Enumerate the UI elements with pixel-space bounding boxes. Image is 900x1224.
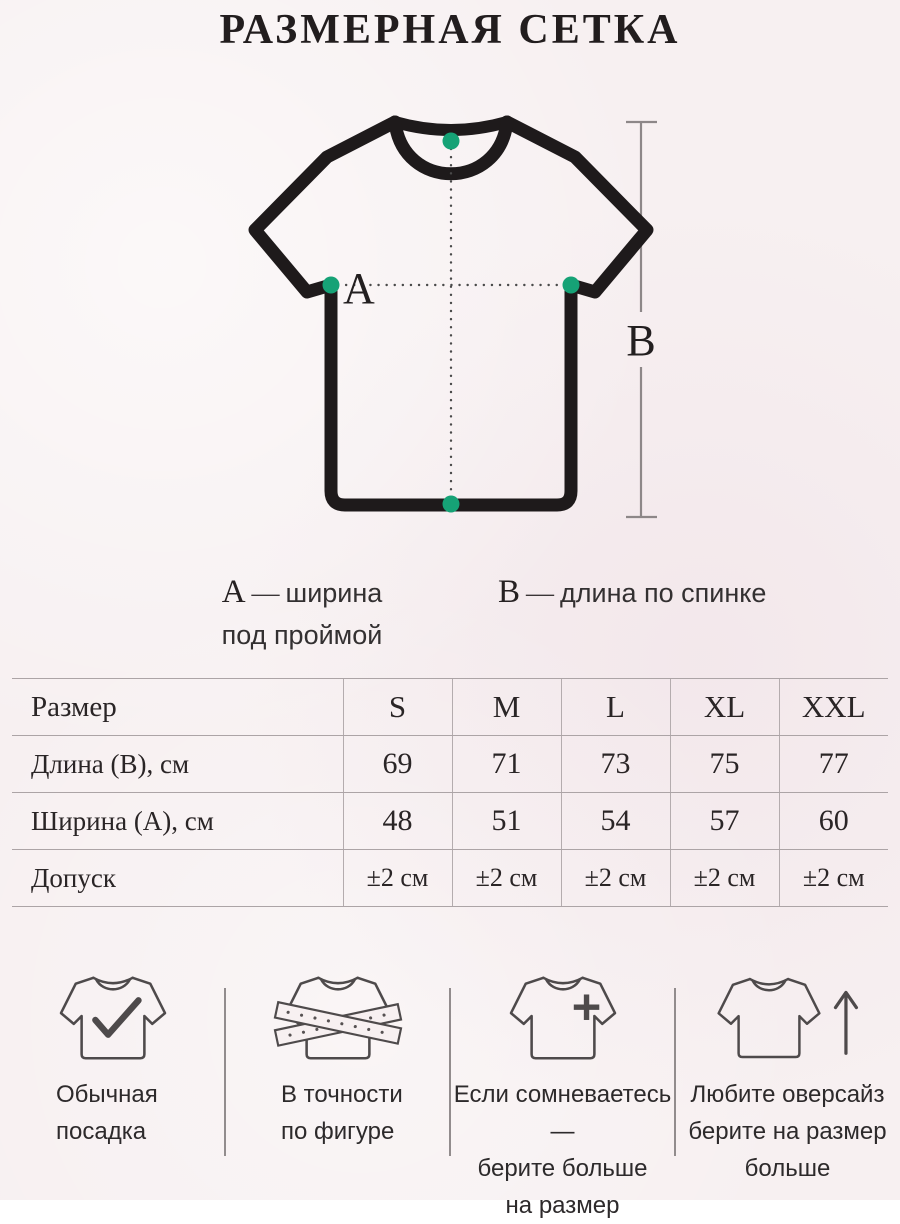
fit-option-take-bigger xyxy=(450,958,675,1219)
tshirt-arrow-up-icon xyxy=(712,968,864,1070)
fit-option-oversize xyxy=(675,958,900,1200)
table-cell: ±2 см xyxy=(452,850,561,907)
fit-caption-line: больше xyxy=(744,1155,831,1182)
table-header-cell: S xyxy=(343,679,452,736)
table-row-length xyxy=(12,736,888,793)
legend-letter-a: А xyxy=(221,574,246,610)
page-title: РАЗМЕРНАЯ СЕТКА xyxy=(219,7,681,53)
tshirt-diagram-icon xyxy=(230,105,670,535)
table-cell: 73 xyxy=(561,736,670,793)
fit-caption-line: Любите оверсайз xyxy=(690,1081,885,1108)
table-cell: 60 xyxy=(779,793,888,850)
table-row-width xyxy=(12,793,888,850)
table-header-row xyxy=(12,679,888,736)
table-cell: ±2 см xyxy=(670,850,779,907)
dotted-measure-lines xyxy=(338,149,564,499)
tshirt-plus-icon xyxy=(504,968,622,1070)
legend-text-b: длина по спинке xyxy=(560,578,767,608)
legend-text-a-line2: под проймой xyxy=(221,620,383,650)
fit-caption xyxy=(675,1076,900,1187)
checkmark-icon xyxy=(95,1000,138,1034)
tshirt-measurement-diagram xyxy=(230,105,670,535)
table-cell: ±2 см xyxy=(779,850,888,907)
diagram-label-a: А xyxy=(343,264,375,313)
fit-caption-line: Обычная xyxy=(56,1081,158,1108)
tshirt-tape-icon xyxy=(273,968,403,1070)
fit-caption xyxy=(450,1076,675,1224)
table-cell: 54 xyxy=(561,793,670,850)
table-row-tolerance xyxy=(12,850,888,907)
table-header-cell: M xyxy=(452,679,561,736)
table-header-cell: XXL xyxy=(779,679,888,736)
table-row-label: Длина (В), см xyxy=(12,736,343,793)
table-header-cell: L xyxy=(561,679,670,736)
fit-option-regular xyxy=(0,958,225,1200)
fit-guide-divider xyxy=(674,988,676,1156)
table-cell: 48 xyxy=(343,793,452,850)
fit-option-true-to-figure xyxy=(225,958,450,1200)
legend-length-b xyxy=(498,574,766,611)
table-header-cell: Размер xyxy=(12,679,343,736)
table-cell: 75 xyxy=(670,736,779,793)
fit-caption xyxy=(0,1076,225,1150)
legend-width-a xyxy=(188,574,416,651)
table-cell: ±2 см xyxy=(561,850,670,907)
size-table xyxy=(12,678,888,907)
table-cell: 69 xyxy=(343,736,452,793)
fit-caption-line: берите больше xyxy=(477,1155,648,1182)
table-cell: 51 xyxy=(452,793,561,850)
collar-back-line xyxy=(395,122,507,130)
fit-guide-divider xyxy=(449,988,451,1156)
fit-caption-line: Если сомневаетесь — xyxy=(453,1081,672,1145)
table-row-label: Ширина (А), см xyxy=(12,793,343,850)
table-row-label: Допуск xyxy=(12,850,343,907)
table-cell: 77 xyxy=(779,736,888,793)
diagram-label-b: В xyxy=(626,316,656,365)
table-cell: 57 xyxy=(670,793,779,850)
fit-caption-line: по фигуре xyxy=(281,1118,395,1145)
legend-dash: — xyxy=(526,578,555,609)
tshirt-check-icon xyxy=(54,968,172,1070)
legend-text-a: ширина xyxy=(285,578,383,608)
fit-caption xyxy=(225,1076,450,1150)
legend-letter-b: В xyxy=(498,574,521,610)
fit-guide-divider xyxy=(224,988,226,1156)
table-cell: 71 xyxy=(452,736,561,793)
fit-caption-line: посадка xyxy=(56,1118,147,1145)
fit-caption-line: на размер xyxy=(505,1192,620,1219)
legend-dash: — xyxy=(251,578,280,609)
arrow-up-icon xyxy=(835,992,856,1053)
table-cell: ±2 см xyxy=(343,850,452,907)
fit-caption-line: В точности xyxy=(281,1081,403,1108)
table-header-cell: XL xyxy=(670,679,779,736)
fit-caption-line: берите на размер xyxy=(688,1118,887,1145)
